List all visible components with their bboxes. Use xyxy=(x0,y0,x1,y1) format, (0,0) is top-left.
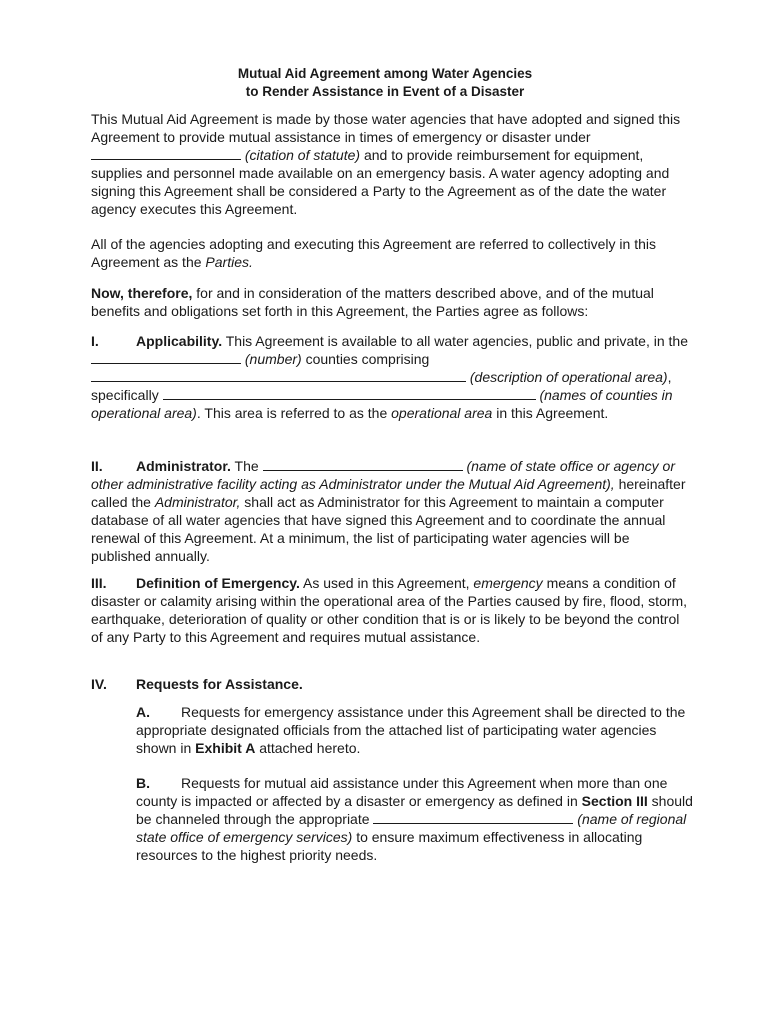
section-heading: Administrator. xyxy=(136,458,231,474)
description-blank xyxy=(91,369,466,382)
number-blank xyxy=(91,351,241,364)
section-heading: Definition of Emergency. xyxy=(136,575,300,591)
section-definition-of-emergency: III. Definition of Emergency. As used in this Agreement, emergency means a condition of disaster or calamity arising within the operational area of the Parties caused by fire, flood, storm, earthquake, deterioration of quality or other condition that is or is likely to be beyond the control of any Party to this Agreement and requires mutual assistance. xyxy=(91,575,688,645)
title-line-1: Mutual Aid Agreement among Water Agencies xyxy=(237,66,533,81)
section-requests-heading xyxy=(91,675,691,693)
statute-blank xyxy=(91,147,241,160)
subsection-letter: B. xyxy=(136,775,150,791)
subsection-b: B. Requests for mutual aid assistance under this Agreement when more than one county is impacted or affected by a disaster or emergency as defined in Section III should be channeled through the appropriate (name of regional state office of emergency services) to ensure maximum effectiveness in allocating resources to the highest priority needs. xyxy=(136,775,693,863)
section-administrator: II. Administrator. The (name of state office or agency or other administrative facility acting as Administrator under the Mutual Aid Agreement), hereinafter called the Administrator, shall act as Administrator for this Agreement to maintain a computer database of all water agencies that have signed this Agreement and to coordinate the annual renewal of this Agreement. At a minimum, the list of participating water agencies will be published annually. xyxy=(91,458,686,564)
office-blank xyxy=(263,458,463,471)
regional-office-blank xyxy=(373,811,573,824)
title-line-2: to Render Assistance in Event of a Disaster xyxy=(245,84,525,99)
names-blank xyxy=(163,387,536,400)
section-number: I. xyxy=(91,333,99,349)
section-heading: Requests for Assistance. xyxy=(136,676,303,692)
section-number: III. xyxy=(91,575,107,591)
section-heading: Applicability. xyxy=(136,333,223,349)
section-applicability: I. Applicability. This Agreement is available to all water agencies, public and private, in the (number) counties comprising (description of operational area), specifically (names of counties in operational area). This area is referred to as the operational area in this Agreement. xyxy=(91,333,688,421)
section-number: II. xyxy=(91,458,103,474)
intro-paragraph-3: Now, therefore, for and in consideration of the matters described above, and of the mutual benefits and obligations set forth in this Agreement, the Parties agree as follows: xyxy=(91,285,654,319)
section-number: IV. xyxy=(91,676,107,692)
subsection-letter: A. xyxy=(136,704,150,720)
subsection-a: A. Requests for emergency assistance under this Agreement shall be directed to the appropriate designated officials from the attached list of participating water agencies shown in Exhibit A attached hereto. xyxy=(136,704,686,756)
intro-paragraph-1: This Mutual Aid Agreement is made by those water agencies that have adopted and signed this Agreement to provide mutual assistance in times of emergency or disaster under (citation of statute) and to provide reimbursement for equipment, supplies and personnel made available on an emergency basis. A water agency adopting and signing this Agreement shall be considered a Party to the Agreement as of the date the water agency executes this Agreement. xyxy=(91,111,681,217)
intro-paragraph-2: All of the agencies adopting and executing this Agreement are referred to collectively in this Agreement as the Parties. xyxy=(91,236,656,270)
